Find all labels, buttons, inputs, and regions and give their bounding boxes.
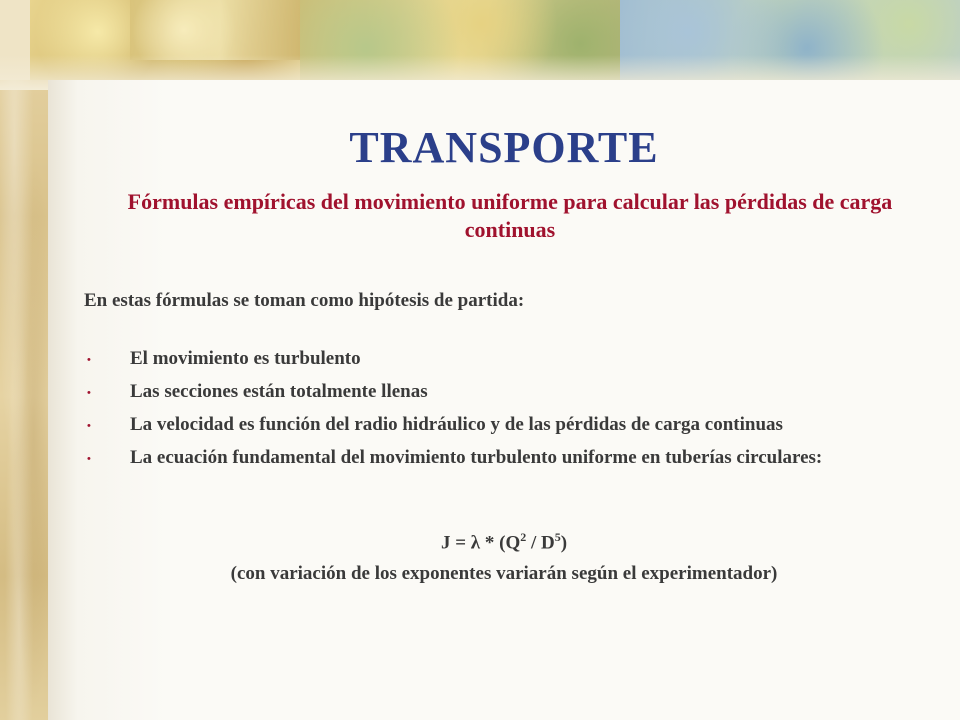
formula <box>48 530 960 554</box>
list-item <box>84 348 878 370</box>
list-item <box>84 447 878 469</box>
slide-subtitle: Fórmulas empíricas del movimiento uniforme para calcular las pérdidas de carga continuas <box>127 189 893 242</box>
formula-end: ) <box>560 532 568 554</box>
bullet-icon: • <box>87 420 91 432</box>
bullet-icon: • <box>87 354 91 366</box>
formula-exponent-q: 2 <box>520 530 527 544</box>
left-decorative-strip <box>0 0 48 720</box>
formula-exponent-d: 5 <box>554 530 561 544</box>
list-item <box>84 381 878 403</box>
bullet-list <box>84 348 878 480</box>
top-decorative-banner <box>0 0 960 80</box>
bullet-text: La velocidad es función del radio hidráulico y de las pérdidas de carga continuas <box>130 414 783 435</box>
bullet-text: Las secciones están totalmente llenas <box>130 381 428 402</box>
bullet-icon: • <box>87 387 91 399</box>
formula-lhs: J = λ * (Q <box>440 532 521 554</box>
list-item <box>84 414 878 436</box>
slide-title: TRANSPORTE <box>349 123 659 172</box>
bullet-icon: • <box>87 453 91 465</box>
leaf-texture-2 <box>130 0 310 60</box>
formula-mid: / D <box>526 532 555 554</box>
bullet-text: La ecuación fundamental del movimiento turbulento uniforme en tuberías circulares: <box>130 447 823 468</box>
formula-note: (con variación de los exponentes variarán según el experimentador) <box>230 563 778 584</box>
intro-text: En estas fórmulas se toman como hipótesis de partida: <box>84 290 525 311</box>
bullet-text: El movimiento es turbulento <box>130 348 361 369</box>
